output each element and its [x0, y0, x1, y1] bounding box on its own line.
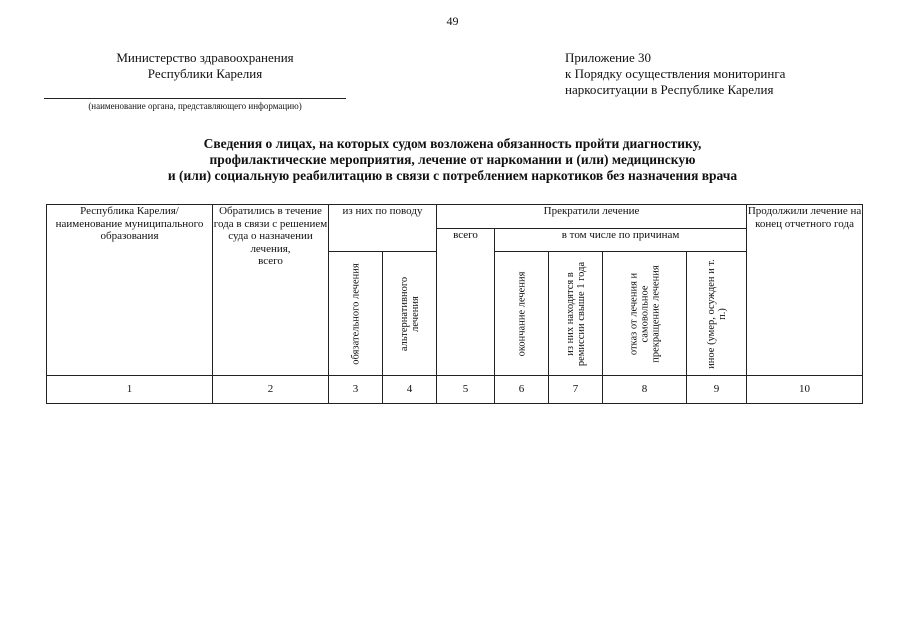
header-remission: из них находятся в ремиссии свыше 1 года: [564, 261, 587, 366]
page-number: 49: [446, 14, 459, 28]
header-applied: [213, 205, 329, 376]
header-reason-group: из них по поводу: [329, 205, 437, 252]
column-number: 1: [47, 376, 213, 404]
organization-line-2: Республики Карелия: [147, 66, 263, 81]
header-applied-text: Обратились в течение года в связи с решением суда о назначении лечения,: [213, 205, 328, 255]
header-other: иное (умер, осужден и т. п.): [705, 258, 728, 369]
appendix-line-2: к Порядку осуществления мониторинга: [565, 66, 786, 81]
column-number: 4: [383, 376, 437, 404]
header-mandatory: обязательного лечения: [350, 263, 361, 365]
appendix-line-3: наркоситуации в Республике Карелия: [565, 82, 774, 97]
header-remission-cell: [549, 252, 603, 376]
column-number: 2: [213, 376, 329, 404]
title-line-2: профилактические мероприятия, лечение от наркомании и (или) медицинскую: [209, 152, 696, 167]
column-number-row: [47, 376, 863, 404]
organization-underline: [44, 98, 346, 99]
column-number: 8: [603, 376, 687, 404]
column-number: 5: [437, 376, 495, 404]
header-stopped-total: всего: [437, 228, 495, 376]
title-line-1: Сведения о лицах, на которых судом возложена обязанность пройти диагностику,: [203, 136, 702, 151]
appendix-block: [565, 50, 885, 98]
organization-caption: (наименование органа, представляющего информацию): [88, 101, 302, 111]
report-form-table: [46, 204, 863, 404]
header-region: Республика Карелия/ наименование муниципального образования: [47, 205, 213, 376]
organization-block: [60, 50, 350, 82]
header-refusal-cell: [603, 252, 687, 376]
header-completion-cell: [495, 252, 549, 376]
organization-line-1: Министерство здравоохранения: [116, 50, 294, 65]
header-mandatory-cell: [329, 252, 383, 376]
header-alternative: альтернативного лечения: [398, 276, 421, 351]
header-row-1: [47, 205, 863, 229]
column-number: 7: [549, 376, 603, 404]
column-number: 6: [495, 376, 549, 404]
header-completion: окончание лечения: [516, 271, 527, 357]
header-continued: Продолжили лечение на конец отчетного года: [747, 205, 863, 376]
column-number: 3: [329, 376, 383, 404]
header-alternative-cell: [383, 252, 437, 376]
header-refusal: отказ от лечения и самовольное прекращение лечения: [628, 264, 661, 363]
header-stopped-group: Прекратили лечение: [437, 205, 747, 229]
appendix-line-1: Приложение 30: [565, 50, 652, 65]
column-number: 9: [687, 376, 747, 404]
title-line-3: и (или) социальную реабилитацию в связи с потреблением наркотиков без назначения врача: [167, 168, 738, 183]
header-causes-group: в том числе по причинам: [495, 228, 747, 252]
document-title: [40, 136, 865, 184]
header-applied-total: всего: [258, 255, 283, 267]
column-number: 10: [747, 376, 863, 404]
header-other-cell: [687, 252, 747, 376]
